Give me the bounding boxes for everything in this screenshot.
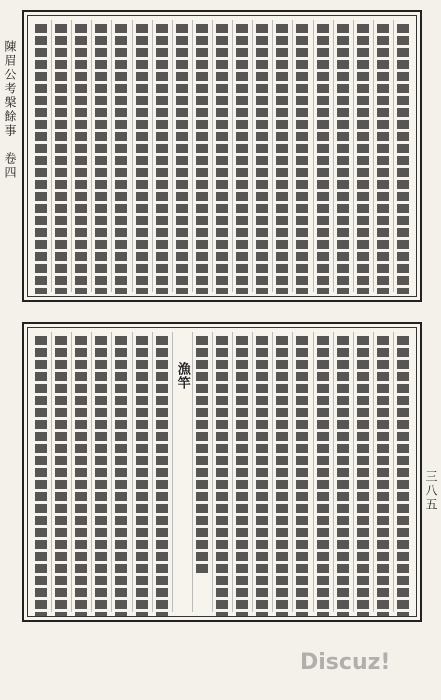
running-head: 陳眉公考槃餘事 卷四 <box>3 40 17 180</box>
text-column <box>172 332 191 612</box>
text-column <box>272 332 291 612</box>
text-column <box>212 20 231 292</box>
text-column <box>313 332 332 612</box>
text-column <box>212 332 231 612</box>
text-column <box>252 332 271 612</box>
text-column <box>373 20 392 292</box>
text-column <box>292 20 311 292</box>
text-column <box>32 332 50 612</box>
text-column <box>232 332 251 612</box>
text-column <box>292 332 311 612</box>
site-watermark: Discuz! <box>300 650 391 675</box>
text-column <box>71 20 90 292</box>
text-column <box>152 332 171 612</box>
text-column <box>132 332 151 612</box>
text-column <box>51 332 70 612</box>
text-column <box>252 20 271 292</box>
text-column <box>272 20 291 292</box>
text-column <box>111 332 130 612</box>
text-column <box>111 20 130 292</box>
text-column <box>192 20 211 292</box>
text-column <box>333 20 352 292</box>
text-column <box>51 20 70 292</box>
text-column <box>393 332 412 612</box>
text-column <box>192 332 211 612</box>
text-column <box>353 332 372 612</box>
lower-leaf <box>22 322 422 622</box>
text-column <box>353 20 372 292</box>
text-column <box>373 332 392 612</box>
text-column <box>313 20 332 292</box>
lower-text-columns <box>32 332 412 612</box>
text-column <box>152 20 171 292</box>
text-column <box>172 20 191 292</box>
page-number: 三八五 <box>424 470 438 512</box>
section-heading: 漁竿 <box>174 362 190 390</box>
text-column <box>232 20 251 292</box>
upper-leaf <box>22 10 422 302</box>
text-column <box>333 332 352 612</box>
upper-text-columns <box>32 20 412 292</box>
text-column <box>393 20 412 292</box>
text-column <box>71 332 90 612</box>
text-column <box>91 20 110 292</box>
text-column <box>32 20 50 292</box>
text-column <box>91 332 110 612</box>
text-column <box>132 20 151 292</box>
